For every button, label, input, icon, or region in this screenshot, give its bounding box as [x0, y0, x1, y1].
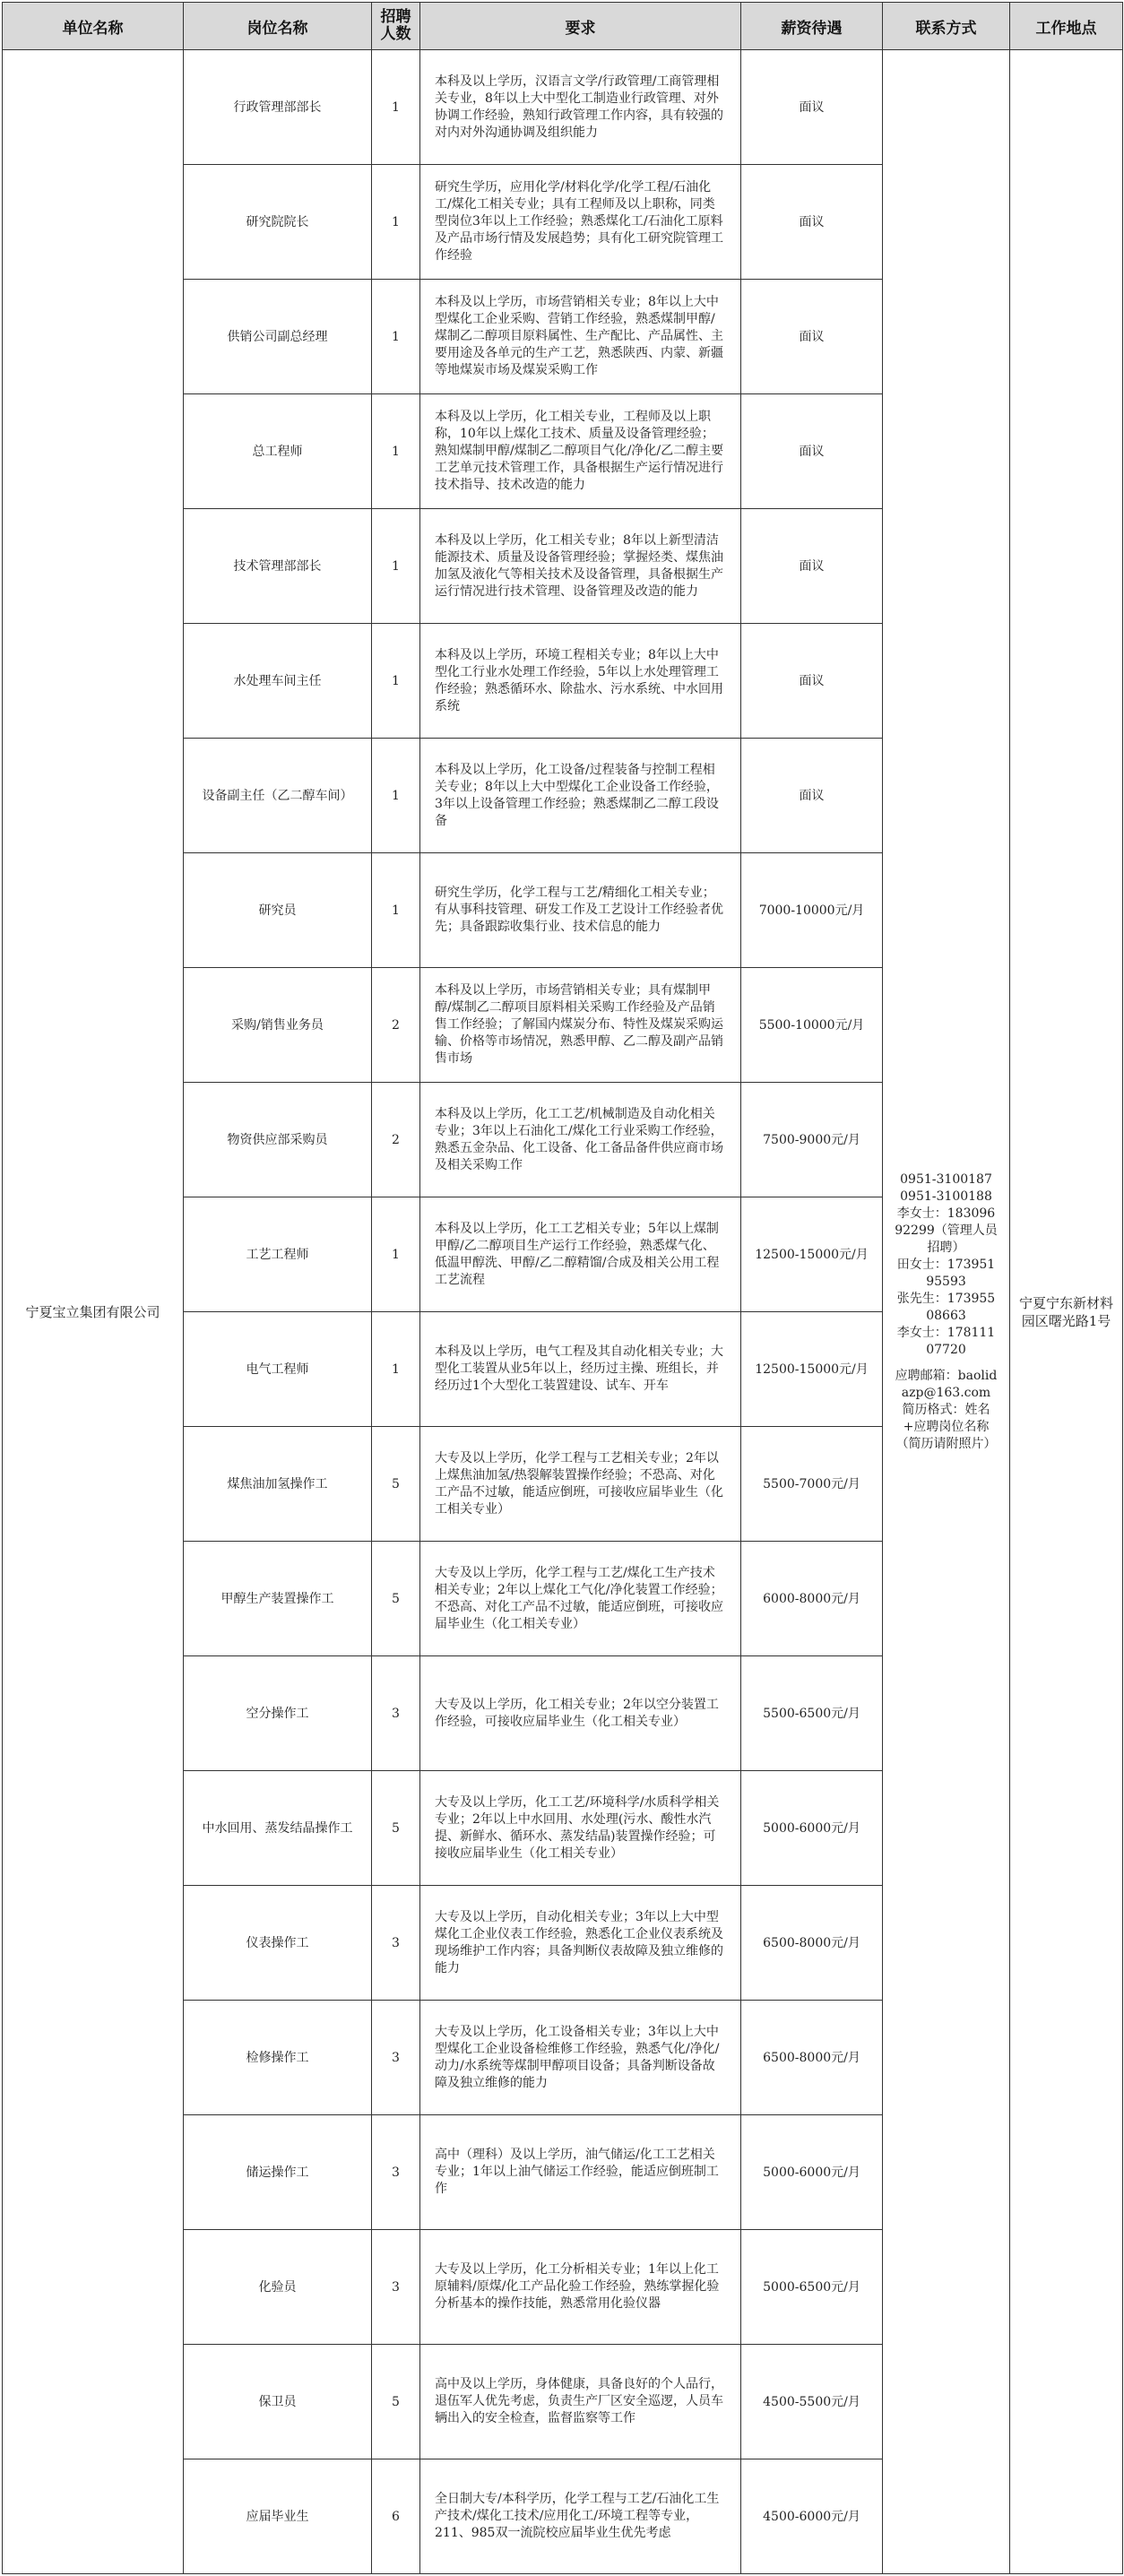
hire-count: 2	[372, 968, 420, 1083]
header-count: 招聘人数	[372, 3, 420, 50]
hire-count: 1	[372, 1197, 420, 1312]
requirement-text: 本科及以上学历，电气工程及其自动化相关专业；大型化工装置从业5年以上，经历过主操、班组长，并经历过1个大型化工装置建设、试车、开车	[420, 1312, 741, 1427]
requirement-text: 本科及以上学历，市场营销相关专业；具有煤制甲醇/煤制乙二醇项目原料相关采购工作经验及产品销售工作经验；了解国内煤炭分布、特性及煤炭采购运输、价格等市场情况，熟悉甲醇、乙二醇及副产品销售市场	[420, 968, 741, 1083]
salary: 5500-10000元/月	[741, 968, 883, 1083]
spacer	[894, 1359, 999, 1368]
requirement-text: 研究生学历，化学工程与工艺/精细化工相关专业；有从事科技管理、研发工作及工艺设计工作经验者优先；具备跟踪收集行业、技术信息的能力	[420, 853, 741, 968]
salary: 6500-8000元/月	[741, 2001, 883, 2115]
requirement-text: 高中（理科）及以上学历，油气储运/化工工艺相关专业；1年以上油气储运工作经验，能适应倒班制工作	[420, 2115, 741, 2230]
header-position: 岗位名称	[184, 3, 372, 50]
hire-count: 3	[372, 2115, 420, 2230]
requirement-text: 本科及以上学历，市场营销相关专业；8年以上大中型煤化工企业采购、营销工作经验，熟悉煤制甲醇/煤制乙二醇项目原料属性、生产配比、产品属性、主要用途及各单元的生产工艺，熟悉陕西、内蒙、新疆等地煤炭市场及煤炭采购工作	[420, 280, 741, 394]
table-row	[3, 50, 1123, 165]
position-name: 物资供应部采购员	[184, 1083, 372, 1197]
hire-count: 6	[372, 2459, 420, 2574]
salary: 面议	[741, 509, 883, 624]
position-name: 中水回用、蒸发结晶操作工	[184, 1771, 372, 1886]
hire-count: 2	[372, 1083, 420, 1197]
contact-line: 李女士：18309692299（管理人员招聘）	[895, 1206, 998, 1255]
salary: 5500-6500元/月	[741, 1656, 883, 1771]
requirement-text: 本科及以上学历，化工工艺相关专业；5年以上煤制甲醇/乙二醇项目生产运行工作经验，熟悉煤气化、低温甲醇洗、甲醇/乙二醇精馏/合成及相关公用工程工艺流程	[420, 1197, 741, 1312]
position-name: 总工程师	[184, 394, 372, 509]
hire-count: 1	[372, 280, 420, 394]
work-location: 宁夏宁东新材料园区曙光路1号	[1010, 50, 1123, 2574]
hire-count: 5	[372, 1427, 420, 1542]
contact-line: 0951-3100187	[900, 1171, 992, 1187]
salary: 12500-15000元/月	[741, 1197, 883, 1312]
hire-count: 3	[372, 1886, 420, 2001]
requirement-text: 本科及以上学历，化工设备/过程装备与控制工程相关专业；8年以上大中型煤化工企业设备工作经验，3年以上设备管理工作经验；熟悉煤制乙二醇工段设备	[420, 739, 741, 853]
position-name: 应届毕业生	[184, 2459, 372, 2574]
salary: 12500-15000元/月	[741, 1312, 883, 1427]
salary: 5500-7000元/月	[741, 1427, 883, 1542]
position-name: 化验员	[184, 2230, 372, 2345]
requirement-text: 大专及以上学历，化学工程与工艺相关专业；2年以上煤焦油加氢/热裂解装置操作经验；不恐高、对化工产品不过敏，能适应倒班，可接收应届毕业生（化工相关专业）	[420, 1427, 741, 1542]
table-body	[3, 50, 1123, 2574]
requirement-text: 大专及以上学历，化工相关专业；2年以空分装置工作经验，可接收应届毕业生（化工相关专业）	[420, 1656, 741, 1771]
salary: 面议	[741, 50, 883, 165]
requirement-text: 大专及以上学历，化工设备相关专业；3年以上大中型煤化工企业设备检维修工作经验，熟悉气化/净化/动力/水系统等煤制甲醇项目设备；具备判断设备故障及独立维修的能力	[420, 2001, 741, 2115]
salary: 面议	[741, 280, 883, 394]
contact-email: 应聘邮箱：baolidazp@163.com	[895, 1368, 998, 1400]
hire-count: 1	[372, 739, 420, 853]
salary: 面议	[741, 165, 883, 280]
requirement-text: 本科及以上学历，化工相关专业；8年以上新型清洁能源技术、质量及设备管理经验；掌握烃类、煤焦油加氢及液化气等相关技术及设备管理，具备根据生产运行情况进行技术管理、设备管理及改造的能力	[420, 509, 741, 624]
position-name: 行政管理部部长	[184, 50, 372, 165]
position-name: 工艺工程师	[184, 1197, 372, 1312]
requirement-text: 本科及以上学历，化工工艺/机械制造及自动化相关专业；3年以上石油化工/煤化工行业采购工作经验，熟悉五金杂品、化工设备、化工备品备件供应商市场及相关采购工作	[420, 1083, 741, 1197]
salary: 7500-9000元/月	[741, 1083, 883, 1197]
header-requirement: 要求	[420, 3, 741, 50]
position-name: 检修操作工	[184, 2001, 372, 2115]
position-name: 保卫员	[184, 2345, 372, 2459]
position-name: 技术管理部部长	[184, 509, 372, 624]
requirement-text: 大专及以上学历，化工分析相关专业；1年以上化工原辅料/原煤/化工产品化验工作经验，熟练掌握化验分析基本的操作技能，熟悉常用化验仪器	[420, 2230, 741, 2345]
hire-count: 3	[372, 2230, 420, 2345]
requirement-text: 大专及以上学历，自动化相关专业；3年以上大中型煤化工企业仪表工作经验，熟悉化工企业仪表系统及现场维护工作内容；具备判断仪表故障及独立维修的能力	[420, 1886, 741, 2001]
salary: 7000-10000元/月	[741, 853, 883, 968]
position-name: 煤焦油加氢操作工	[184, 1427, 372, 1542]
position-name: 储运操作工	[184, 2115, 372, 2230]
salary: 面议	[741, 624, 883, 739]
salary: 4500-6000元/月	[741, 2459, 883, 2574]
requirement-text: 高中及以上学历，身体健康，具备良好的个人品行，退伍军人优先考虑，负责生产厂区安全巡逻，人员车辆出入的安全检查，监督监察等工作	[420, 2345, 741, 2459]
contact-line: 张先生：17395508663	[896, 1291, 996, 1323]
requirement-text: 研究生学历，应用化学/材料化学/化学工程/石油化工/煤化工相关专业；具有工程师及以上职称，同类型岗位3年以上工作经验；熟悉煤化工/石油化工原料及产品市场行情及发展趋势；具有化工研究院管理工作经验	[420, 165, 741, 280]
hire-count: 5	[372, 2345, 420, 2459]
salary: 6000-8000元/月	[741, 1542, 883, 1656]
position-name: 研究员	[184, 853, 372, 968]
hire-count: 1	[372, 509, 420, 624]
position-name: 空分操作工	[184, 1656, 372, 1771]
hire-count: 1	[372, 394, 420, 509]
hire-count: 5	[372, 1542, 420, 1656]
position-name: 水处理车间主任	[184, 624, 372, 739]
hire-count: 1	[372, 165, 420, 280]
contact-line: 田女士：17395195593	[896, 1257, 996, 1289]
contact-line: 李女士：17811107720	[896, 1325, 996, 1357]
salary: 5000-6500元/月	[741, 2230, 883, 2345]
position-name: 采购/销售业务员	[184, 968, 372, 1083]
salary: 面议	[741, 739, 883, 853]
contact-info	[883, 50, 1010, 2574]
salary: 5000-6000元/月	[741, 2115, 883, 2230]
salary: 面议	[741, 394, 883, 509]
requirement-text: 本科及以上学历，汉语言文学/行政管理/工商管理相关专业，8年以上大中型化工制造业行政管理、对外协调工作经验，熟知行政管理工作内容，具有较强的对内对外沟通协调及组织能力	[420, 50, 741, 165]
contact-line: 0951-3100188	[900, 1189, 992, 1204]
hire-count: 1	[372, 624, 420, 739]
position-name: 供销公司副总经理	[184, 280, 372, 394]
position-name: 甲醇生产装置操作工	[184, 1542, 372, 1656]
header-contact: 联系方式	[883, 3, 1010, 50]
unit-name: 宁夏宝立集团有限公司	[3, 50, 184, 2574]
hire-count: 5	[372, 1771, 420, 1886]
requirement-text: 全日制大专/本科学历，化学工程与工艺/石油化工生产技术/煤化工技术/应用化工/环境工程等专业，211、985双一流院校应届毕业生优先考虑	[420, 2459, 741, 2574]
requirement-text: 本科及以上学历，化工相关专业，工程师及以上职称，10年以上煤化工技术、质量及设备管理经验；熟知煤制甲醇/煤制乙二醇项目气化/净化/乙二醇主要工艺单元技术管理工作，具备根据生产运行情况进行技术指导、技术改造的能力	[420, 394, 741, 509]
hire-count: 1	[372, 1312, 420, 1427]
requirement-text: 本科及以上学历，环境工程相关专业；8年以上大中型化工行业水处理工作经验，5年以上水处理管理工作经验；熟悉循环水、除盐水、污水系统、中水回用系统	[420, 624, 741, 739]
position-name: 研究院院长	[184, 165, 372, 280]
salary: 6500-8000元/月	[741, 1886, 883, 2001]
hire-count: 1	[372, 50, 420, 165]
position-name: 电气工程师	[184, 1312, 372, 1427]
hire-count: 1	[372, 853, 420, 968]
salary: 5000-6000元/月	[741, 1771, 883, 1886]
position-name: 仪表操作工	[184, 1886, 372, 2001]
recruitment-table	[2, 2, 1123, 2574]
hire-count: 3	[372, 2001, 420, 2115]
requirement-text: 大专及以上学历，化学工程与工艺/煤化工生产技术相关专业；2年以上煤化工气化/净化装置工作经验；不恐高、对化工产品不过敏，能适应倒班，可接收应届毕业生（化工相关专业）	[420, 1542, 741, 1656]
hire-count: 3	[372, 1656, 420, 1771]
header-unit: 单位名称	[3, 3, 184, 50]
position-name: 设备副主任（乙二醇车间）	[184, 739, 372, 853]
header-row	[3, 3, 1123, 50]
header-location: 工作地点	[1010, 3, 1123, 50]
header-salary: 薪资待遇	[741, 3, 883, 50]
salary: 4500-5500元/月	[741, 2345, 883, 2459]
contact-line: 简历格式：姓名+应聘岗位名称（简历请附照片）	[895, 1402, 997, 1451]
requirement-text: 大专及以上学历，化工工艺/环境科学/水质科学相关专业；2年以上中水回用、水处理(污水、酸性水汽提、新鲜水、循环水、蒸发结晶)装置操作经验；可接收应届毕业生（化工相关专业）	[420, 1771, 741, 1886]
